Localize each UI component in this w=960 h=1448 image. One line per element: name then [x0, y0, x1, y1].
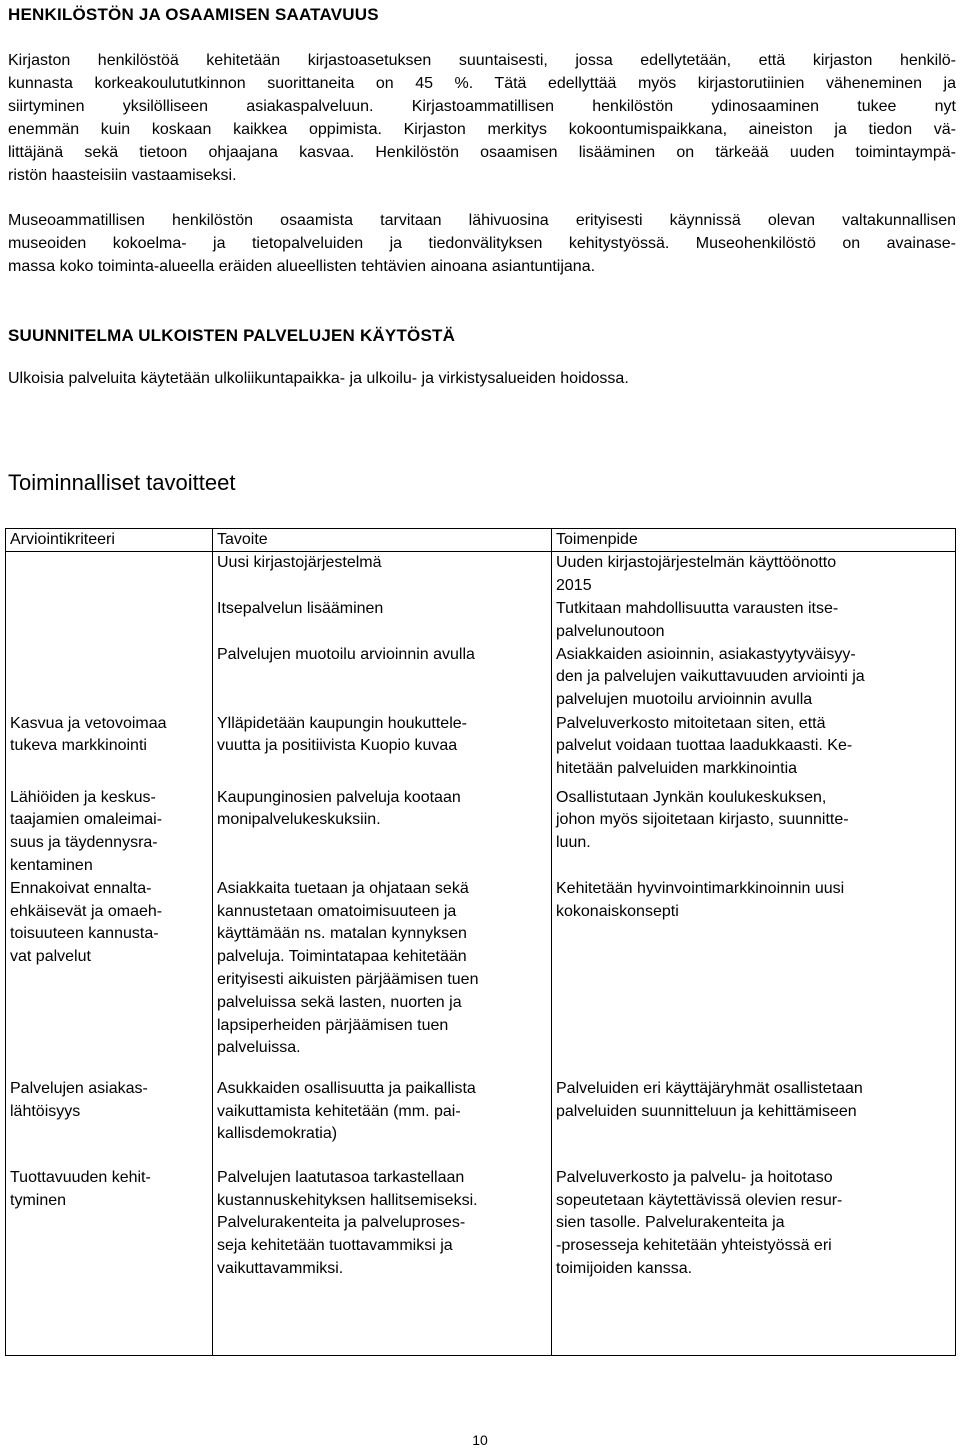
table-cell-criterion: [6, 713, 213, 787]
table-row: [6, 644, 956, 713]
table-cell-action: [552, 787, 956, 878]
cell-text-line: Tuottavuuden kehit-: [10, 1168, 151, 1186]
table-cell-action: [552, 1167, 956, 1356]
text-line: enemmän kuin koskaan kaikkea oppimista. Kirjaston merkitys kokoontumispaikkana, aineiston ja tiedon vä-: [8, 121, 956, 138]
paragraph-museum-staff: [8, 209, 956, 278]
cell-text-line: vat palvelut: [10, 948, 91, 966]
cell-text-line: Uusi kirjastojärjestelmä: [217, 554, 382, 571]
cell-text-line: suus ja täydennysra-: [10, 834, 158, 852]
cell-text-line: vaikuttavammiksi.: [217, 1259, 344, 1277]
table-row: [6, 878, 956, 1078]
cell-text-line: palveluissa.: [217, 1039, 301, 1057]
cell-text-line: Osallistutaan Jynkän koulukeskuksen,: [556, 788, 827, 806]
cell-text-line: hitetään palveluiden markkinointia: [556, 760, 798, 778]
cell-text-line: kustannuskehityksen hallitsemiseksi.: [217, 1191, 478, 1209]
text-line: kunnasta korkeakoulututkinnon suorittaneita on 45 %. Tätä edellyttää myös kirjastorutiinien väheneminen ja: [8, 75, 956, 92]
cell-text-line: Asiakkaiden asioinnin, asiakastyytyväisyy-: [556, 645, 856, 663]
text-line: ristön haasteisiin vastaamiseksi.: [8, 167, 237, 184]
table-cell-goal: [213, 713, 552, 787]
text-line: Museoammatillisen henkilöstön osaamista tarvitaan lähivuosina erityisesti käynnissä olevan valtakunnallisen: [8, 212, 956, 229]
cell-text-line: Itsepalvelun lisääminen: [217, 600, 384, 617]
cell-text-line: 2015: [556, 576, 592, 594]
table-cell-criterion: [6, 598, 213, 644]
cell-text-line: Ennakoivat ennalta-: [10, 879, 152, 897]
table-cell-action: [552, 598, 956, 644]
table-cell-goal: [213, 552, 552, 599]
table-cell-action: [552, 552, 956, 599]
text-line: massa koko toiminta-alueella eräiden alueellisten tehtävien ainoana asiantuntijana.: [8, 258, 596, 275]
table-cell-criterion: [6, 1078, 213, 1167]
cell-text-line: kokonaiskonsepti: [556, 902, 679, 920]
table-cell-action: [552, 1078, 956, 1167]
cell-text-line: käyttämään ns. matalan kynnyksen: [217, 925, 467, 943]
cell-text-line: palveluiden suunnitteluun ja kehittämiseen: [556, 1102, 857, 1120]
table-cell-goal: [213, 644, 552, 713]
cell-text-line: monipalvelukeskuksiin.: [217, 811, 381, 829]
cell-text-line: ehkäisevät ja omaeh-: [10, 902, 163, 920]
cell-text-line: Palvelujen asiakas-: [10, 1079, 148, 1097]
page-number: 10: [472, 1432, 488, 1448]
table-cell-criterion: [6, 552, 213, 599]
text-line: siirtyminen yksilölliseen asiakaspalveluun. Kirjastoammatillisen henkilöstön ydinosaaminen tukee nyt: [8, 98, 956, 115]
table-cell-goal: [213, 878, 552, 1078]
cell-text-line: tukeva markkinointi: [10, 737, 147, 755]
cell-text-line: Tutkitaan mahdollisuutta varausten itse-: [556, 600, 839, 617]
cell-text-line: palveluja. Toimintatapaa kehitetään: [217, 948, 467, 966]
cell-text-line: lapsiperheiden pärjäämisen tuen: [217, 1016, 449, 1034]
cell-text-line: luun.: [556, 834, 591, 852]
cell-text-line: Palvelurakenteita ja palveluproses-: [217, 1214, 466, 1232]
cell-text-line: erityisesti aikuisten pärjäämisen tuen: [217, 970, 479, 988]
table-row: [6, 787, 956, 878]
heading-external-services: SUUNNITELMA ULKOISTEN PALVELUJEN KÄYTÖSTÄ: [8, 326, 456, 345]
cell-text-line: Palveluverkosto mitoitetaan siten, että: [556, 714, 826, 732]
table-cell-goal: [213, 598, 552, 644]
cell-text-line: vuutta ja positiivista Kuopio kuvaa: [217, 737, 458, 755]
table-row: [6, 598, 956, 644]
text-line: Kirjaston henkilöstöä kehitetään kirjastoasetuksen suuntaisesti, jossa edellytetään, että kirjaston henkilö-: [8, 52, 956, 69]
heading-personnel: HENKILÖSTÖN JA OSAAMISEN SAATAVUUS: [8, 5, 379, 24]
table-body: [6, 552, 956, 1356]
cell-text-line: toisuuteen kannusta-: [10, 925, 159, 943]
cell-text-line: palvelut voidaan tuottaa laadukkaasti. Ke-: [556, 737, 853, 755]
cell-text-line: Kasvua ja vetovoimaa: [10, 714, 167, 732]
heading-operational-goals: Toiminnalliset tavoitteet: [8, 470, 236, 495]
cell-text-line: Asiakkaita tuetaan ja ohjataan sekä: [217, 879, 469, 897]
cell-text-line: Palveluiden eri käyttäjäryhmät osallistetaan: [556, 1079, 863, 1097]
table-cell-goal: [213, 1167, 552, 1356]
cell-text-line: Palveluverkosto ja palvelu- ja hoitotaso: [556, 1168, 833, 1186]
cell-text-line: -prosesseja kehitetään yhteistyössä eri: [556, 1237, 832, 1255]
table-cell-criterion: [6, 878, 213, 1078]
cell-text-line: vaikuttamista kehitetään (mm. pai-: [217, 1102, 461, 1120]
cell-text-line: kentaminen: [10, 856, 93, 874]
cell-text-line: seja kehitetään tuottavammiksi ja: [217, 1237, 453, 1255]
column-header-criterion: Arviointikriteeri: [6, 529, 213, 552]
cell-text-line: palvelujen muotoilu arvioinnin avulla: [556, 691, 813, 709]
table-cell-criterion: [6, 1167, 213, 1356]
table-cell-action: [552, 644, 956, 713]
cell-text-line: tyminen: [10, 1191, 67, 1209]
paragraph-external-services: Ulkoisia palveluita käytetään ulkoliikuntapaikka- ja ulkoilu- ja virkistysalueiden hoidossa.: [8, 370, 629, 387]
table-row: [6, 1167, 956, 1356]
cell-text-line: Kehitetään hyvinvointimarkkinoinnin uusi: [556, 879, 845, 897]
table-row: [6, 552, 956, 599]
table-cell-goal: [213, 1078, 552, 1167]
cell-text-line: lähtöisyys: [10, 1102, 81, 1120]
cell-text-line: palveluissa sekä lasten, nuorten ja: [217, 993, 462, 1011]
column-header-goal: Tavoite: [213, 529, 552, 552]
cell-text-line: den ja palvelujen vaikuttavuuden arviointi ja: [556, 668, 865, 686]
cell-text-line: taajamien omaleimai-: [10, 811, 163, 829]
cell-text-line: Palvelujen laatutasoa tarkastellaan: [217, 1168, 465, 1186]
cell-text-line: Ylläpidetään kaupungin houkuttele-: [217, 714, 467, 732]
cell-text-line: johon myös sijoitetaan kirjasto, suunnitte-: [556, 811, 849, 829]
table-cell-criterion: [6, 787, 213, 878]
table-row: [6, 713, 956, 787]
cell-text-line: sien tasolle. Palvelurakenteita ja: [556, 1214, 785, 1232]
column-header-action: Toimenpide: [552, 529, 956, 552]
cell-text-line: Kaupunginosien palveluja kootaan: [217, 788, 461, 806]
table-cell-action: [552, 713, 956, 787]
cell-text-line: Asukkaiden osallisuutta ja paikallista: [217, 1079, 476, 1097]
table-row: [6, 1078, 956, 1167]
table-cell-goal: [213, 787, 552, 878]
cell-text-line: Lähiöiden ja keskus-: [10, 788, 156, 806]
cell-text-line: Palvelujen muotoilu arvioinnin avulla: [217, 645, 475, 663]
cell-text-line: sopeutetaan käytettävissä olevien resur-: [556, 1191, 843, 1209]
cell-text-line: palvelunoutoon: [556, 622, 665, 640]
goals-table: [5, 528, 956, 1356]
table-header-row: [6, 529, 956, 552]
cell-text-line: kannustetaan omatoimisuuteen ja: [217, 902, 457, 920]
table-cell-criterion: [6, 644, 213, 713]
table-cell-action: [552, 878, 956, 1078]
paragraph-library-staff: [8, 49, 956, 187]
text-line: littäjänä sekä tietoon ohjaajana kasvaa. Henkilöstön osaamisen lisääminen on tärkeää uuden toimintaympä-: [8, 144, 956, 161]
cell-text-line: Uuden kirjastojärjestelmän käyttöönotto: [556, 554, 837, 571]
cell-text-line: toimijoiden kanssa.: [556, 1259, 693, 1277]
cell-text-line: kallisdemokratia): [217, 1125, 338, 1143]
text-line: museoiden kokoelma- ja tietopalveluiden ja tiedonvälityksen kehitystyössä. Museohenkilöstö on avainase-: [8, 235, 956, 252]
